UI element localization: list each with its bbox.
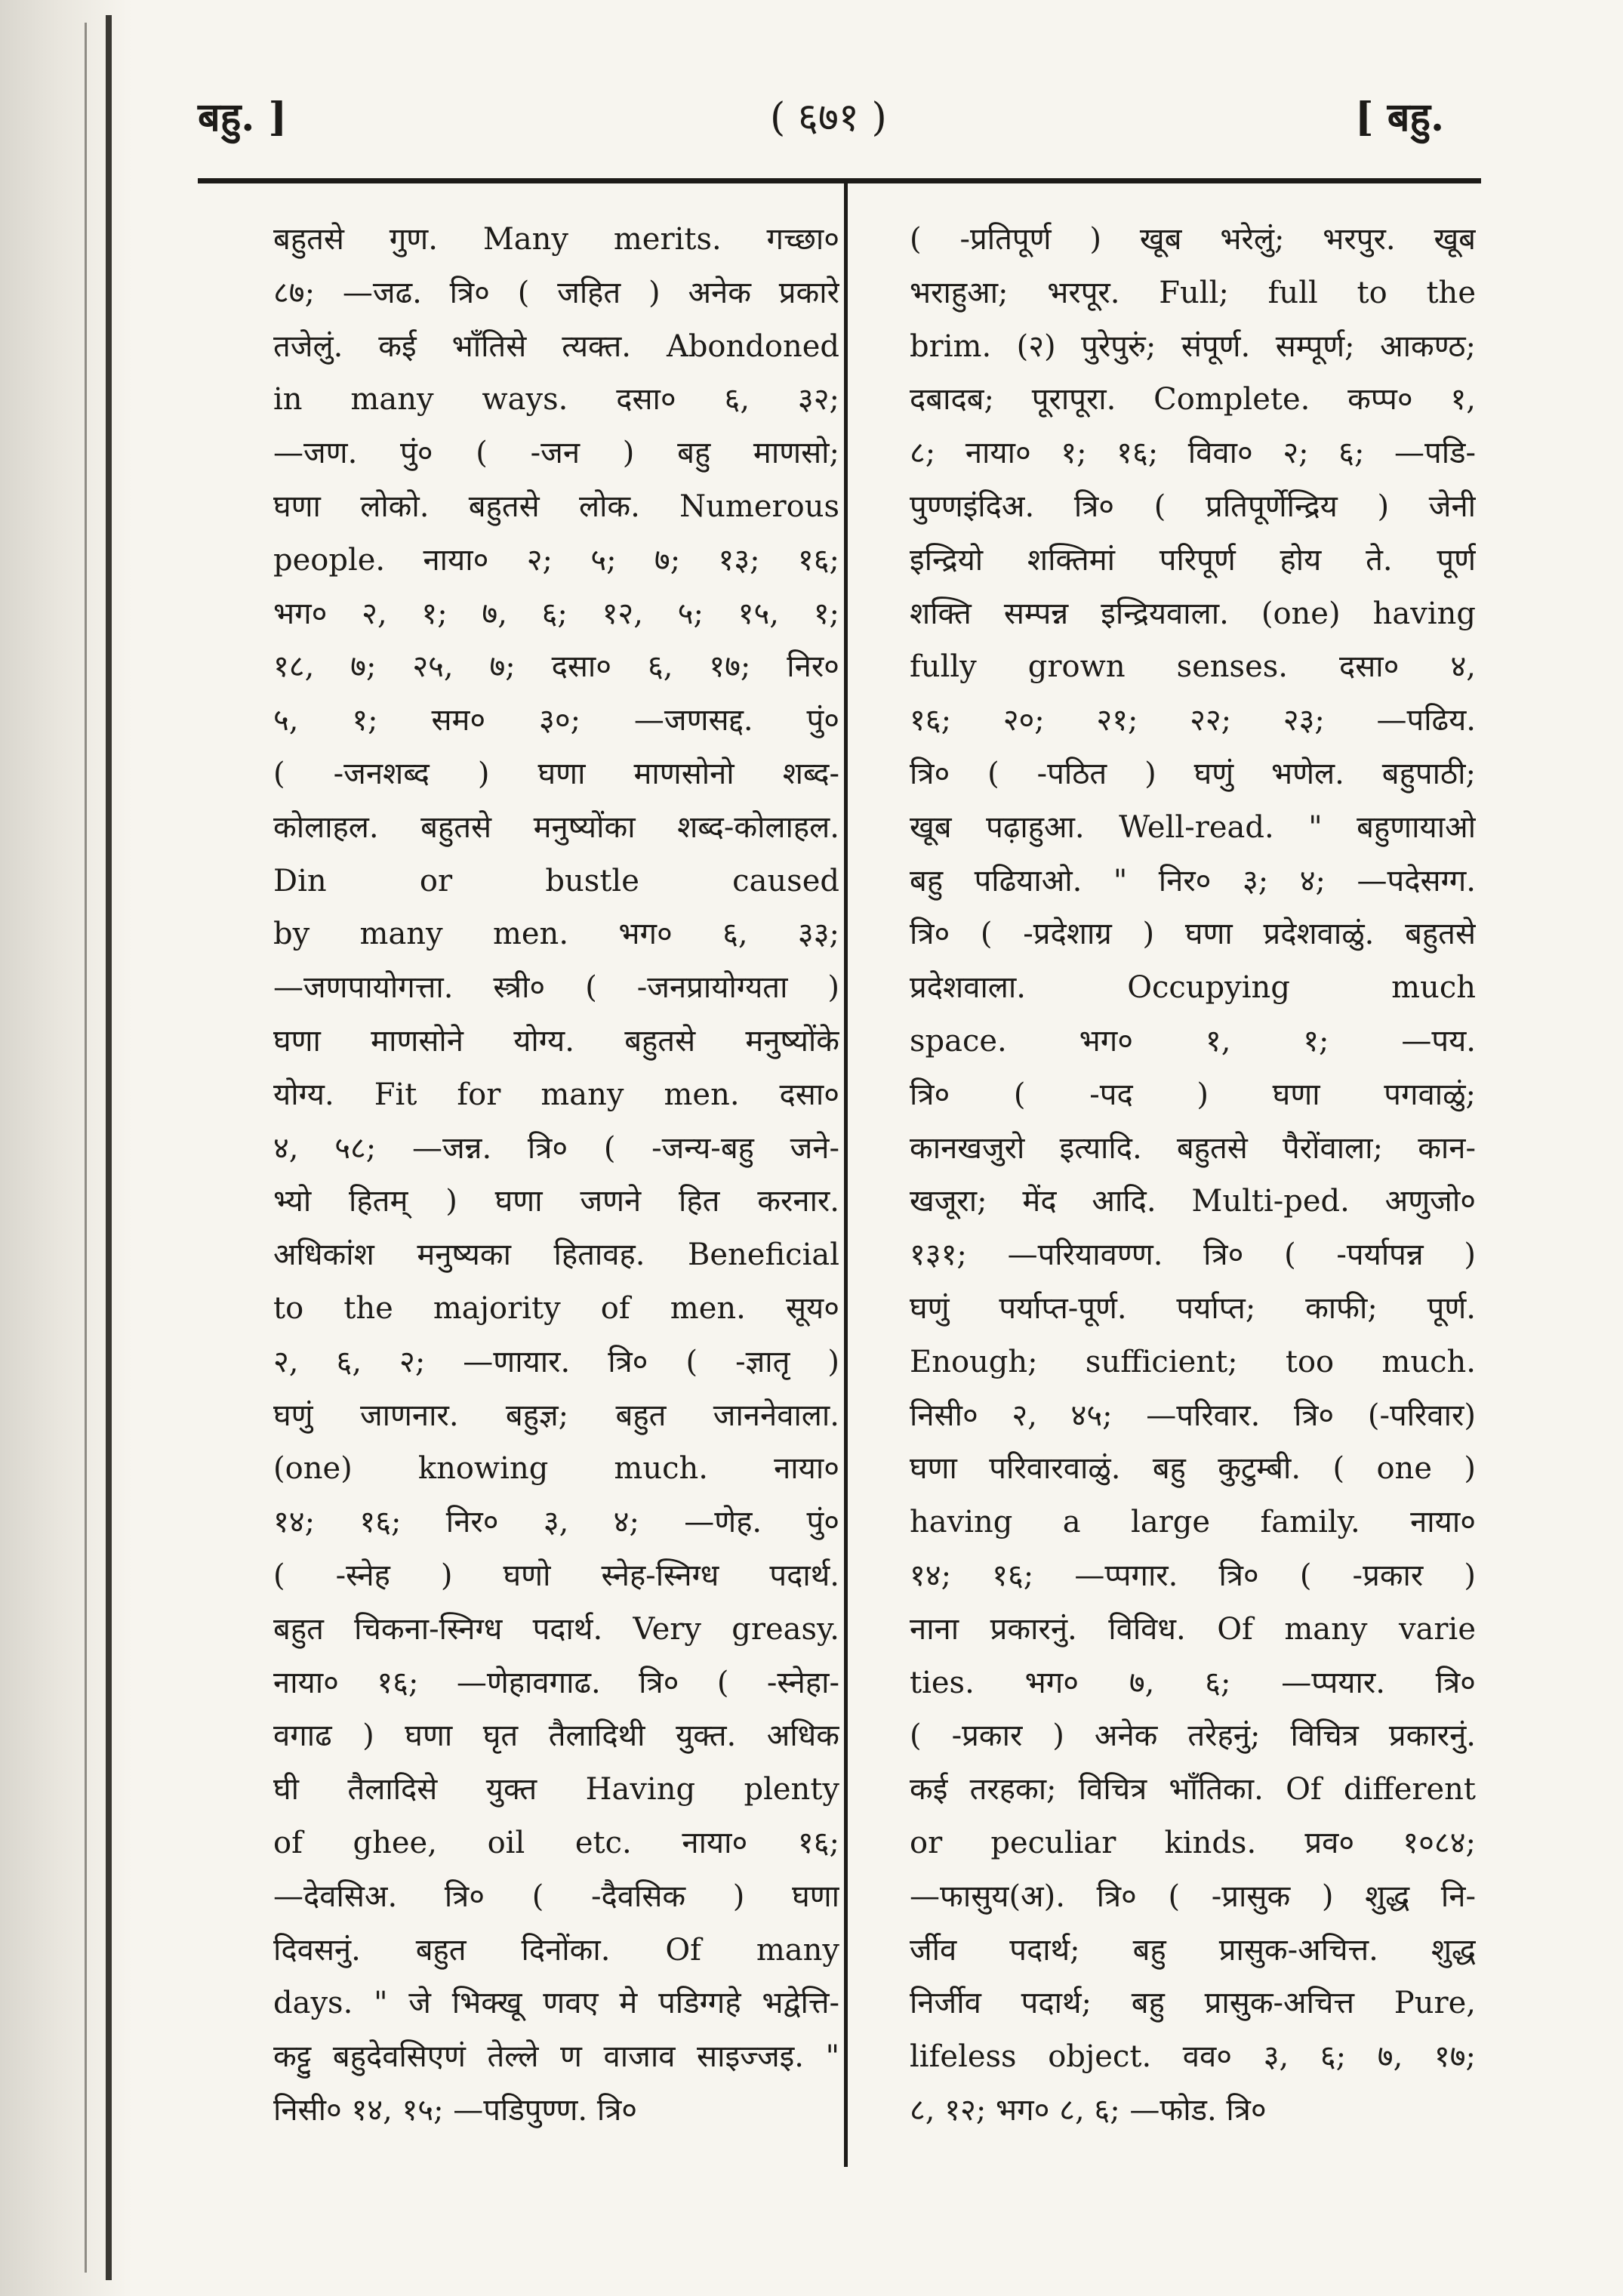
text-line: खजूरा; मेंद आदि. Multi-ped. अणुजो० bbox=[910, 1184, 1476, 1219]
text-line: or peculiar kinds. प्रव० १०८४; bbox=[910, 1825, 1476, 1860]
text-line: ८, १२; भग० ८, ६; —फोड. त्रि० bbox=[910, 2092, 1267, 2128]
text-line: तजेलुं. कई भाँतिसे त्यक्त. Abondoned bbox=[273, 328, 839, 364]
text-line: ( -जनशब्द ) घणा माणसोनो शब्द- bbox=[273, 756, 839, 791]
text-line: १८, ७; २५, ७; दसा० ६, १७; निर० bbox=[273, 649, 839, 685]
text-line: भराहुआ; भरपूर. Full; full to the bbox=[910, 275, 1476, 310]
text-line: १३१; —परियावण्ण. त्रि० ( -पर्यापन्न ) bbox=[910, 1237, 1476, 1273]
text-line: —फासुय(अ). त्रि० ( -प्रासुक ) शुद्ध नि- bbox=[910, 1878, 1476, 1914]
text-line: in many ways. दसा० ६, ३२; bbox=[273, 382, 839, 418]
text-line: बहुतसे गुण. Many merits. गच्छा० bbox=[273, 222, 839, 257]
text-line: वगाढ ) घणा घृत तैलादिथी युक्त. अधिक bbox=[273, 1718, 839, 1754]
text-line: १४; १६; —प्पगार. त्रि० ( -प्रकार ) bbox=[910, 1558, 1476, 1593]
text-line: ५, १; सम० ३०; —जणसद्द. पुं० bbox=[273, 703, 839, 738]
text-line: कोलाहल. बहुतसे मनुष्योंका शब्द-कोलाहल. bbox=[273, 809, 839, 845]
text-line: १४; १६; निर० ३, ४; —णेह. पुं० bbox=[273, 1505, 839, 1540]
text-line: प्रदेशवाला. Occupying much bbox=[910, 970, 1476, 1006]
text-line: घणुं पर्याप्त-पूर्ण. पर्याप्त; काफी; पूर्ण. bbox=[910, 1290, 1476, 1326]
text-line: space. भग० १, १; —पय. bbox=[910, 1023, 1476, 1059]
text-line: घणा परिवारवाळुं. बहु कुटुम्बी. ( one ) bbox=[910, 1451, 1476, 1487]
page-number: ( ६७१ ) bbox=[770, 95, 887, 140]
text-line: त्रि० ( -पद ) घणा पगवाळुं; bbox=[910, 1077, 1476, 1112]
text-line: इन्द्रियो शक्तिमां परिपूर्ण होय ते. पूर्ण bbox=[910, 542, 1476, 578]
text-line: कई तरहका; विचित्र भाँतिका. Of different bbox=[910, 1772, 1476, 1808]
text-line: बहुत चिकना-स्निग्ध पदार्थ. Very greasy. bbox=[273, 1611, 839, 1647]
text-line: to the majority of men. सूय० bbox=[273, 1290, 839, 1326]
text-line: त्रि० ( -प्रदेशाग्र ) घणा प्रदेशवाळुं. बहुतसे bbox=[910, 917, 1476, 952]
text-line: having a large family. नाया० bbox=[910, 1505, 1476, 1540]
text-line: शक्ति सम्पन्न इन्द्रियवाला. (one) having bbox=[910, 596, 1476, 631]
text-line: ties. भग० ७, ६; —प्पयार. त्रि० bbox=[910, 1665, 1476, 1700]
text-line: —देवसिअ. त्रि० ( -दैवसिक ) घणा bbox=[273, 1878, 839, 1914]
text-line: अधिकांश मनुष्यका हितावह. Beneficial bbox=[273, 1237, 839, 1273]
binding-edge bbox=[106, 15, 112, 2280]
text-line: —जणपायोगत्ता. स्त्री० ( -जनप्रायोग्यता ) bbox=[273, 970, 839, 1006]
text-line: योग्य. Fit for many men. दसा० bbox=[273, 1077, 839, 1112]
text-line: by many men. भग० ६, ३३; bbox=[273, 917, 839, 952]
text-line: निर्जीव पदार्थ; बहु प्रासुक-अचित्त Pure, bbox=[910, 1986, 1476, 2021]
text-line: पुण्णइंदिअ. त्रि० ( प्रतिपूर्णेन्द्रिय ) जेनी bbox=[910, 488, 1476, 524]
text-line: fully grown senses. दसा० ४, bbox=[910, 649, 1476, 685]
text-line: (one) knowing much. नाया० bbox=[273, 1451, 839, 1487]
text-line: २, ६, २; —णायार. त्रि० ( -ज्ञातृ ) bbox=[273, 1344, 839, 1379]
text-line: खूब पढ़ाहुआ. Well-read. " बहुणायाओ bbox=[910, 809, 1476, 845]
header-rule bbox=[198, 178, 1481, 183]
text-line: त्रि० ( -पठित ) घणुं भणेल. बहुपाठी; bbox=[910, 756, 1476, 791]
text-line: घणा लोको. बहुतसे लोक. Numerous bbox=[273, 488, 839, 524]
text-line: भग० २, १; ७, ६; १२, ५; १५, १; bbox=[273, 596, 839, 631]
running-head-right: [ बहु. bbox=[1355, 94, 1445, 140]
text-line: ८; नाया० १; १६; विवा० २; ६; —पडि- bbox=[910, 436, 1476, 471]
text-line: निसी० २, ४५; —परिवार. त्रि० (-परिवार) bbox=[910, 1398, 1476, 1433]
text-line: कट्टु बहुदेवसिएणं तेल्ले ण वाजाव साइज्जइ. " bbox=[273, 2039, 839, 2075]
text-line: नाना प्रकारनुं. विविध. Of many varie bbox=[910, 1611, 1476, 1647]
text-line: घणुं जाणनार. बहुज्ञ; बहुत जाननेवाला. bbox=[273, 1398, 839, 1433]
text-line: brim. (२) पुरेपुरुं; संपूर्ण. सम्पूर्ण; आकण्ठ; bbox=[910, 328, 1476, 364]
text-line: lifeless object. वव० ३, ६; ७, १७; bbox=[910, 2039, 1476, 2075]
column-divider bbox=[844, 181, 848, 2167]
text-line: of ghee, oil etc. नाया० १६; bbox=[273, 1825, 839, 1860]
binding-shadow bbox=[85, 23, 87, 2273]
text-line: ४, ५८; —जन्न. त्रि० ( -जन्य-बहु जने- bbox=[273, 1130, 839, 1166]
right-column bbox=[910, 213, 1476, 2137]
text-line: —जण. पुं० ( -जन ) बहु माणसो; bbox=[273, 436, 839, 471]
text-line: ( -स्नेह ) घणो स्नेह-स्निग्ध पदार्थ. bbox=[273, 1558, 839, 1593]
text-line: days. " जे भिक्खू णवए मे पडिग्गहे भद्वेत्ति- bbox=[273, 1986, 839, 2021]
text-line: घणा माणसोने योग्य. बहुतसे मनुष्योंके bbox=[273, 1023, 839, 1059]
text-line: नाया० १६; —णेहावगाढ. त्रि० ( -स्नेहा- bbox=[273, 1665, 839, 1700]
text-line: घी तैलादिसे युक्त Having plenty bbox=[273, 1772, 839, 1808]
text-line: भ्यो हितम् ) घणा जणने हित करनार. bbox=[273, 1184, 839, 1219]
text-line: निसी० १४, १५; —पडिपुण्ण. त्रि० bbox=[273, 2092, 638, 2128]
text-line: ( -प्रकार ) अनेक तरेहनुं; विचित्र प्रकारनुं. bbox=[910, 1718, 1476, 1754]
text-line: Enough; sufficient; too much. bbox=[910, 1344, 1476, 1379]
text-line: ८७; —जढ. त्रि० ( जहित ) अनेक प्रकारे bbox=[273, 275, 839, 310]
text-line: ( -प्रतिपूर्ण ) खूब भरेलुं; भरपुर. खूब bbox=[910, 222, 1476, 257]
text-line: people. नाया० २; ५; ७; १३; १६; bbox=[273, 542, 839, 578]
text-line: दबादब; पूरापूरा. Complete. कप्प० १, bbox=[910, 382, 1476, 418]
left-column bbox=[273, 213, 839, 2137]
text-line: १६; २०; २१; २२; २३; —पढिय. bbox=[910, 703, 1476, 738]
text-line: दिवसनुं. बहुत दिनोंका. Of many bbox=[273, 1932, 839, 1968]
text-line: बहु पढियाओ. " निर० ३; ४; —पदेसग्ग. bbox=[910, 863, 1476, 898]
scan-margin bbox=[0, 0, 132, 2296]
text-line: Din or bustle caused bbox=[273, 863, 839, 898]
running-head-left: बहु. ] bbox=[198, 94, 288, 140]
text-line: र्जीव पदार्थ; बहु प्रासुक-अचित्त. शुद्ध bbox=[910, 1932, 1476, 1968]
text-line: कानखजुरो इत्यादि. बहुतसे पैरोंवाला; कान- bbox=[910, 1130, 1476, 1166]
